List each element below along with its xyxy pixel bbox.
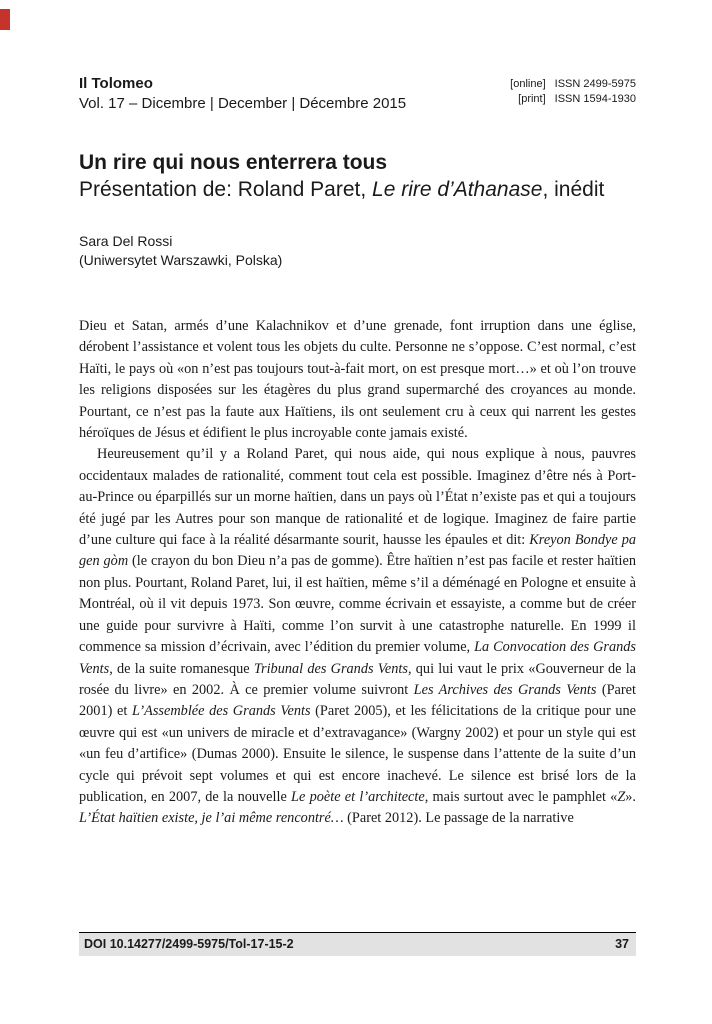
author-name: Sara Del Rossi bbox=[79, 233, 173, 249]
accent-mark bbox=[0, 9, 10, 30]
issn-print-label: [print] bbox=[518, 93, 546, 105]
paragraph: Dieu et Satan, armés d’une Kalachnikov et d’une grenade, font irruption dans une église, dérobent l’assistance et volent tous les objets du culte. Personne ne s’oppose. C’est normal, c’est Haïti, le pays où «on n’est pas toujours tout-à-fait mort, on est presque mort…» et où l’on trouve les religions disposées sur les étagères du plus grand supermarché des croyances au monde. Pourtant, ce n’est pas la faute aux Haïtiens, ils ont seulement cru à ceux qui narrent les gestes héroïques de Jésus et édifient le plus incroyable conte jamais existé. bbox=[79, 318, 636, 442]
issn-online-label: [online] bbox=[510, 78, 546, 90]
doi-text: DOI 10.14277/2499-5975/Tol-17-15-2 bbox=[84, 937, 294, 951]
article-title: Un rire qui nous enterrera tous bbox=[79, 151, 388, 174]
author-block bbox=[79, 232, 636, 270]
author-affiliation: (Uniwersytet Warszawki, Polska) bbox=[79, 252, 283, 268]
article-body bbox=[79, 316, 636, 830]
issn-online-value: ISSN 2499-5975 bbox=[554, 78, 636, 90]
journal-volume-line: Vol. 17 – Dicembre | December | Décembre 2015 bbox=[79, 95, 407, 112]
issn-block bbox=[510, 77, 636, 107]
page-footer bbox=[79, 932, 636, 956]
journal-name: Il Tolomeo bbox=[79, 75, 153, 92]
journal-header bbox=[79, 74, 636, 114]
page-content bbox=[79, 0, 636, 931]
paragraph: Heureusement qu’il y a Roland Paret, qui nous aide, qui nous explique à nous, pauvres occidentaux malades de rationalité, comment tout cela est possible. Imaginez d’être nés à Port-au-Prince ou éparpillés sur un morne haïtien, dans un pays où l’État n’existe pas et qui a toujours été jugé par les Autres pour son manque de rationalité et de logique. Imaginez de faire partie d’une culture qui face à la réalité désarmante sourit, hausse les épaules et dit: Kreyon Bondye pa gen gòm (le crayon du bon Dieu n’a pas de gomme). Être haïtien n’est pas facile et rester haïtien non plus. Pourtant, Roland Paret, lui, il est haïtien, même s’il a déménagé en Pologne et ensuite à Montréal, où il vit depuis 1973. Son œuvre, comme écrivain et essayiste, a comme but de créer une guide pour survivre à Haïti, comme l’on survit à une catastrophe naturelle. En 1999 il commence sa mission d’écrivain, avec l’édition du premier volume, La Convocation des Grands Vents, de la suite romanesque Tribunal des Grands Vents, qui lui vaut le prix «Gouverneur de la rosée du livre» en 2002. À ce premier volume suivront Les Archives des Grands Vents (Paret 2001) et L’Assemblée des Grands Vents (Paret 2005), et les félicitations de la critique pour une œuvre qui est «un univers de miracle et d’extravagance» (Wargny 2002) et pour un style qui est «un feu d’artifice» (Dumas 2000). Ensuite le silence, le suspense dans l’attente de la suite d’un cycle qui prévoit sept volumes et qui est encore inachevé. Le silence est brisé lors de la publication, en 2007, de la nouvelle Le poète et l’architecte, mais surtout avec le pamphlet «Z». L’État haïtien existe, je l’ai même rencontré… (Paret 2012). Le passage de la narrative bbox=[79, 446, 636, 827]
journal-info bbox=[79, 74, 406, 114]
article-subtitle: Présentation de: Roland Paret, Le rire d’Athanase, inédit bbox=[79, 178, 605, 201]
issn-print-value: ISSN 1594-1930 bbox=[554, 93, 636, 105]
page-number: 37 bbox=[615, 937, 629, 951]
